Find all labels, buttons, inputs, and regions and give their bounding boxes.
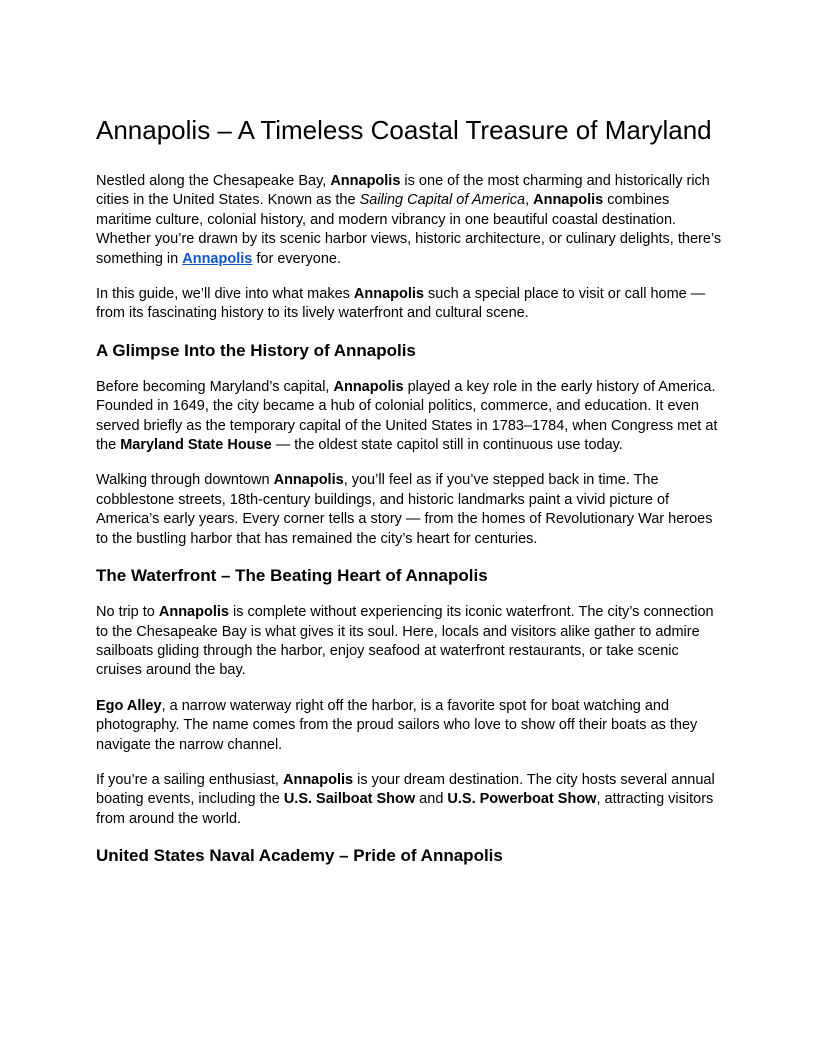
text-span: , attracting visitors from around the world.	[96, 791, 714, 827]
bold-text: Annapolis	[158, 604, 229, 621]
text-span: such a special place to visit or call home — from its fascinating history to its lively waterfront and cultural scene.	[96, 286, 706, 322]
intro-paragraph-2	[96, 285, 724, 324]
text-span: In this guide, we’ll dive into what makes	[96, 286, 354, 303]
naval-academy-heading: United States Naval Academy – Pride of Annapolis	[96, 846, 503, 866]
waterfront-paragraph-1	[96, 603, 724, 681]
waterfront-heading: The Waterfront – The Beating Heart of Annapolis	[96, 566, 488, 586]
bold-text: Annapolis	[283, 771, 354, 788]
document-page	[96, 112, 724, 883]
text-span: — the oldest state capitol still in continuous use today.	[271, 437, 623, 454]
history-paragraph-1	[96, 378, 724, 456]
text-span: , you’ll feel as if you’ve stepped back in time. The cobblestone streets, 18th-century buildings, and historic landmarks paint a vivid picture of America’s early years. Every corner tells a story — from the homes of Revolutionary War heroes to the bustling harbor that has remained the city’s heart for centuries.	[96, 472, 713, 547]
text-span: combines maritime culture, colonial history, and modern vibrancy in one beautiful coastal destination. Whether you’re drawn by its scenic harbor views, historic architecture, or culinary delights, there’s something in	[96, 192, 722, 267]
text-span: is one of the most charming and historically rich cities in the United States. Known as the	[96, 173, 710, 209]
text-span: for everyone.	[252, 250, 342, 267]
page-title: Annapolis – A Timeless Coastal Treasure of Maryland	[96, 115, 712, 145]
history-heading: A Glimpse Into the History of Annapolis	[96, 340, 416, 360]
text-span: is complete without experiencing its iconic waterfront. The city’s connection to the Chesapeake Bay is what gives it its soul. Here, locals and visitors alike gather to admire sailboats gliding through the harbor, enjoy seafood at waterfront restaurants, or take scenic cruises around the bay.	[96, 604, 714, 679]
bold-text: Annapolis	[273, 472, 344, 489]
text-span: If you’re a sailing enthusiast,	[96, 771, 283, 788]
bold-text: Annapolis	[353, 286, 424, 303]
text-span: , a narrow waterway right off the harbor, is a favorite spot for boat watching and photography. The name comes from the proud sailors who love to show off their boats as they navigate the narrow channel.	[96, 697, 698, 753]
intro-paragraph-1	[96, 172, 724, 269]
bold-text: Annapolis	[533, 192, 604, 209]
text-span: Walking through downtown	[96, 472, 274, 489]
text-span: and	[415, 791, 448, 808]
text-span: Nestled along the Chesapeake Bay,	[96, 173, 331, 189]
text-span: ,	[525, 192, 534, 209]
text-span: played a key role in the early history of America. Founded in 1649, the city became a hub of colonial politics, commerce, and education. It even served briefly as the temporary capital of the United States in 1783–1784, when Congress met at the	[96, 378, 718, 454]
bold-text: Annapolis	[330, 173, 401, 189]
annapolis-link[interactable]: Annapolis	[182, 250, 253, 267]
text-span: is your dream destination. The city hosts several annual boating events, including the	[96, 771, 715, 808]
bold-text: U.S. Sailboat Show	[283, 791, 416, 808]
text-span: Before becoming Maryland’s capital,	[96, 378, 334, 395]
bold-text: Ego Alley	[96, 697, 162, 714]
text-span: No trip to	[96, 604, 159, 621]
waterfront-paragraph-2	[96, 697, 724, 755]
bold-text: Maryland State House	[120, 437, 272, 454]
italic-text: Sailing Capital of America	[359, 192, 526, 209]
bold-text: Annapolis	[333, 378, 404, 395]
bold-text: U.S. Powerboat Show	[447, 791, 597, 808]
history-paragraph-2	[96, 471, 724, 549]
waterfront-paragraph-3	[96, 771, 724, 829]
